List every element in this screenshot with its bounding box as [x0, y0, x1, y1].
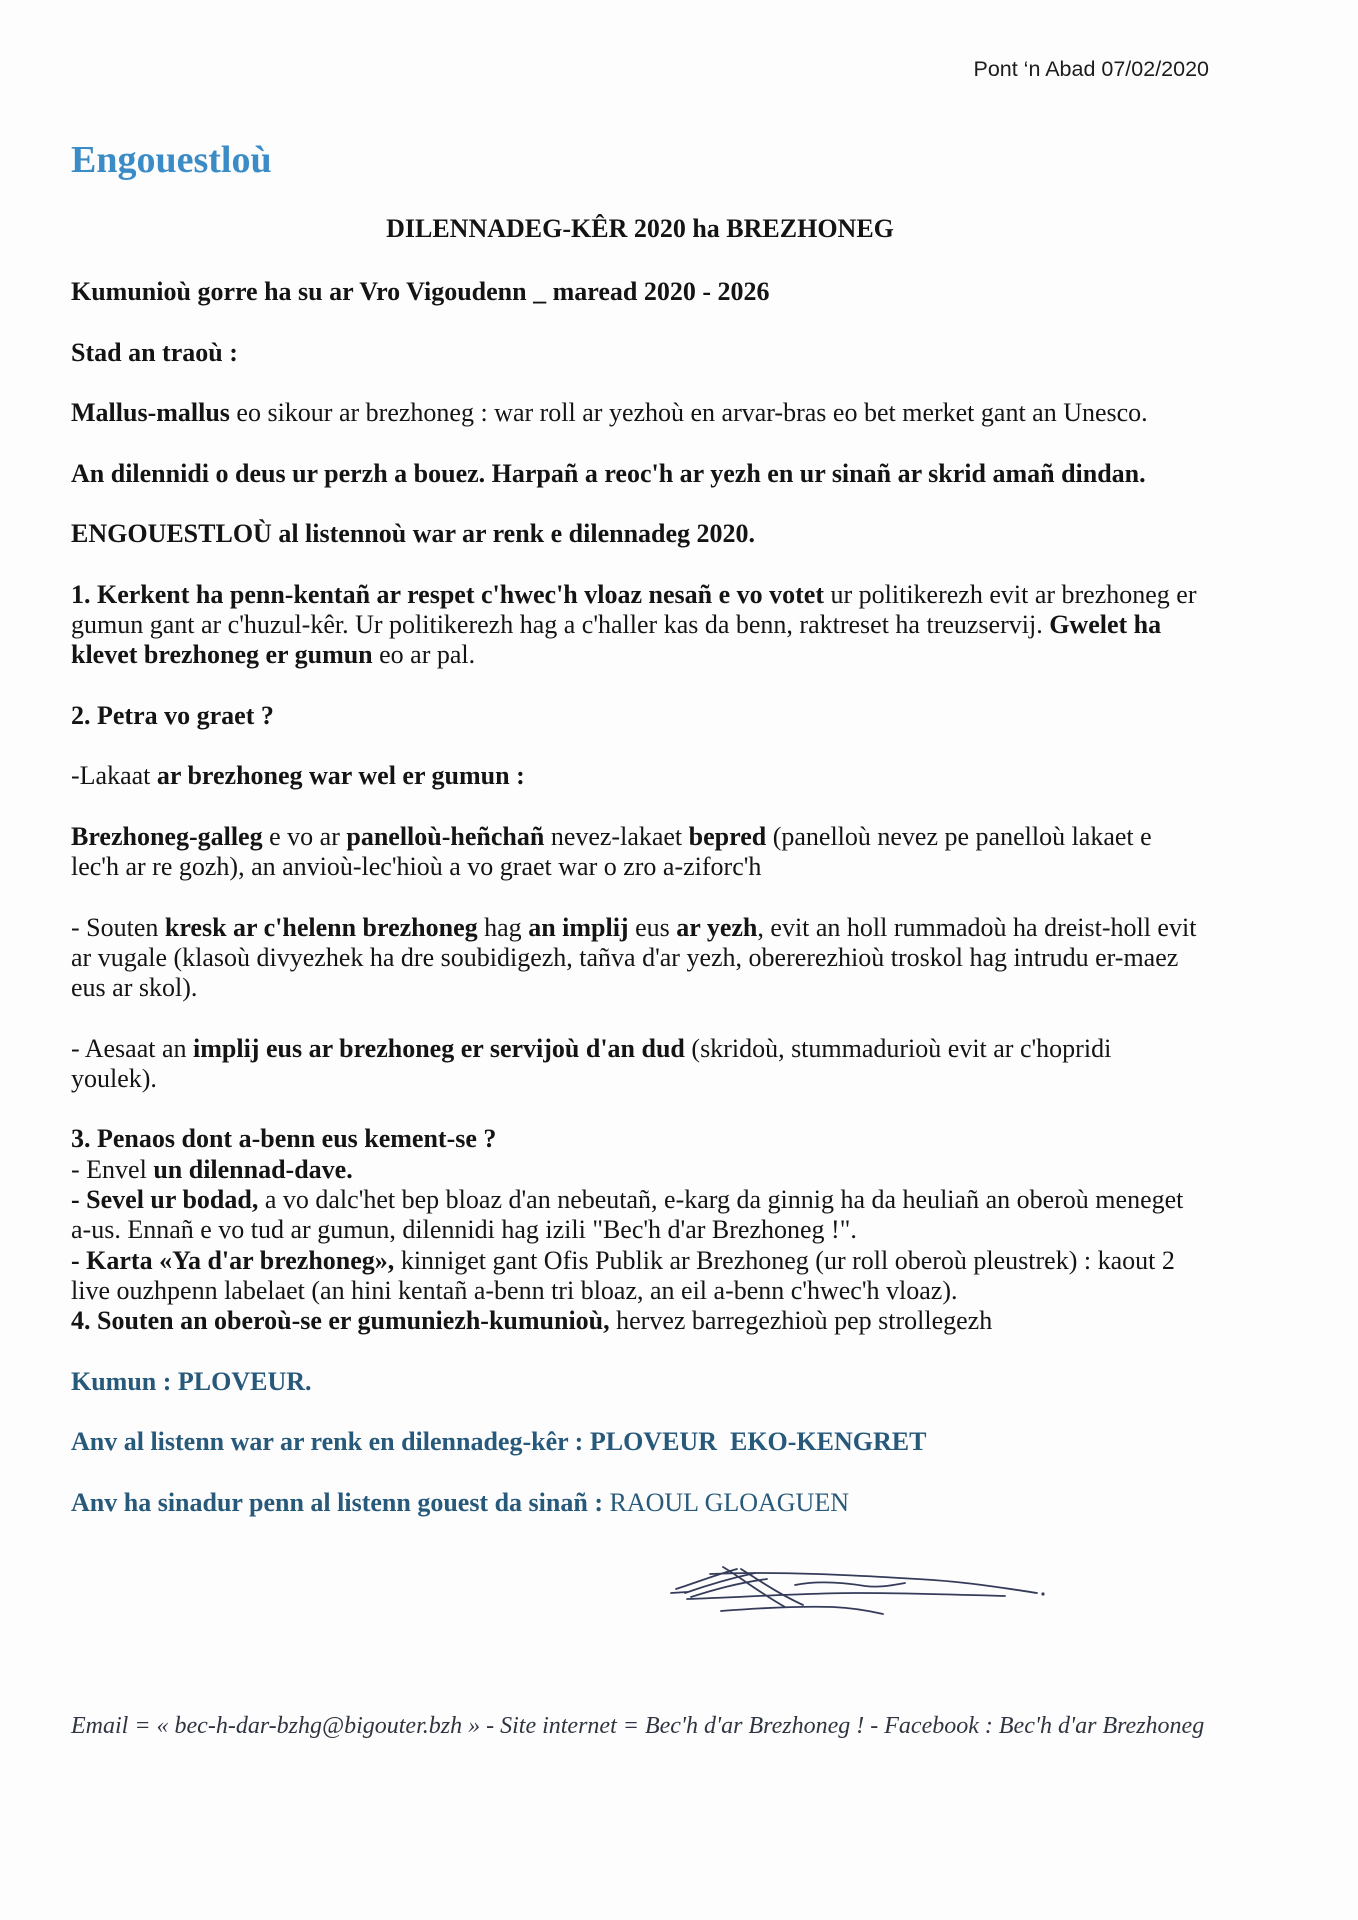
- signage-line: [71, 822, 1291, 852]
- point-1-line: [71, 640, 1291, 670]
- text-run: hag: [477, 912, 529, 942]
- commitment-statement: ENGOUESTLOÙ al listennoù war ar renk e dilennadeg 2020.: [71, 519, 756, 549]
- letter-body: [71, 277, 1291, 1518]
- text-run: e vo ar: [262, 821, 347, 851]
- point-3-line: [71, 1185, 1291, 1215]
- text-run: lec'h ar re gozh), an anvioù-lec'hioù a vo graet war o zro a-ziforc'h: [71, 852, 762, 882]
- org-heading: Engouestloù: [71, 139, 272, 181]
- text-run: a-us. Ennañ e vo tud ar gumun, dilennidi hag izili "Bec'h d'ar Brezhoneg !".: [71, 1215, 857, 1245]
- bold-phrase: klevet brezhoneg er gumun: [71, 640, 373, 670]
- point-2-heading: 2. Petra vo graet ?: [71, 700, 274, 730]
- bold-phrase: implij eus ar brezhoneg er servijoù d'an dud: [193, 1033, 685, 1063]
- bold-phrase: Mallus-mallus: [71, 398, 230, 428]
- point-3-line: [71, 1155, 1291, 1185]
- point-1-line: [71, 610, 1291, 640]
- text-run: eo ar pal.: [372, 640, 476, 670]
- site-name: Bec'h d'ar Brezhoneg !: [644, 1713, 865, 1739]
- place-date: Pont ‘n Abad 07/02/2020: [973, 57, 1209, 81]
- text-run: -Lakaat: [71, 761, 157, 791]
- bold-phrase: un dilennad-dave.: [153, 1154, 353, 1184]
- doc-subtitle: Kumunioù gorre ha su ar Vro Vigoudenn _ maread 2020 - 2026: [71, 277, 770, 306]
- services-line: [71, 1064, 1291, 1094]
- text-run: (skridoù, stummadurioù evit ar c'hopridi: [684, 1033, 1112, 1063]
- call-to-sign: An dilennidi o deus ur perzh a bouez. Harpañ a reoc'h ar yezh en ur sinañ ar skrid amañ dindan.: [71, 458, 1146, 488]
- field-value: PLOVEUR EKO-KENGRET: [589, 1427, 927, 1457]
- bold-phrase: panelloù-heñchañ: [346, 821, 545, 851]
- bold-phrase: ar yezh: [676, 912, 758, 942]
- text-run: ar vugale (klasoù divyezhek ha dre soubidigezh, tañva d'ar yezh, obererezhioù troskol hag intrudu er-maez: [71, 942, 1179, 972]
- bold-phrase: - Sevel ur bodad,: [71, 1184, 259, 1214]
- field-label: Anv ha sinadur penn al listenn gouest da sinañ :: [71, 1487, 610, 1517]
- field-label: Anv al listenn war ar renk en dilennadeg-kêr :: [71, 1427, 590, 1457]
- state-heading: Stad an traoù :: [71, 337, 238, 367]
- text-run: - Souten: [71, 912, 165, 942]
- text-run: live ouzhpenn labelaet (an hini kentañ a-benn tri bloaz, an eil a-benn c'hwec'h vloaz).: [71, 1275, 958, 1305]
- point-3-line: [71, 1246, 1291, 1276]
- facebook-name: Bec'h d'ar Brezhoneg: [998, 1713, 1205, 1739]
- field-value: PLOVEUR.: [177, 1366, 312, 1396]
- text-run: eus ar skol).: [71, 973, 198, 1003]
- commune-field: [71, 1367, 1291, 1397]
- email-label: Email = «: [71, 1713, 175, 1739]
- bold-phrase: ar brezhoneg war wel er gumun :: [156, 761, 525, 791]
- handwritten-signature: [665, 1555, 1055, 1630]
- text-run: ur politikerezh evit ar brezhoneg er: [824, 579, 1197, 609]
- footer-contact: [71, 1712, 1204, 1740]
- email-address: bec-h-dar-bzhg@bigouter.bzh: [174, 1713, 463, 1739]
- text-run: gumun gant ar c'huzul-kêr. Ur politikerezh hag a c'haller kas da benn, raktreset ha treuzservij.: [71, 609, 1043, 639]
- text-run: eo sikour ar brezhoneg : war roll ar yezhoù en arvar-bras eo bet merket gant an Unesco.: [229, 398, 1148, 428]
- bold-phrase: - Karta «Ya d'ar brezhoneg»,: [71, 1245, 395, 1275]
- text-run: - Aesaat an: [71, 1033, 194, 1063]
- list-name-field: [71, 1427, 1291, 1457]
- bold-phrase: Gwelet ha: [1042, 609, 1162, 639]
- bold-phrase: Brezhoneg-galleg: [71, 821, 263, 851]
- bold-phrase: bepred: [688, 821, 767, 851]
- bold-phrase: kresk ar c'helenn brezhoneg: [164, 912, 478, 942]
- text-run: youlek).: [71, 1063, 157, 1093]
- bold-phrase: an implij: [528, 912, 629, 942]
- bold-phrase: 1. Kerkent ha penn-kentañ ar respet c'hwec'h vloaz nesañ e vo votet: [71, 579, 824, 609]
- bold-phrase: 3. Penaos dont a-benn eus kement-se ?: [71, 1124, 497, 1154]
- teaching-line: [71, 943, 1291, 973]
- services-line: [71, 1034, 1291, 1064]
- text-run: hervez barregezhioù pep strollegezh: [609, 1306, 993, 1336]
- point-3-line: [71, 1215, 1291, 1245]
- text-run: kinniget gant Ofis Publik ar Brezhoneg (ur roll oberoù pleustrek) : kaout 2: [394, 1245, 1175, 1275]
- text-run: - Envel: [71, 1154, 154, 1184]
- bold-phrase: 4. Souten an oberoù-se er gumuniezh-kumunioù,: [71, 1306, 610, 1336]
- teaching-line: [71, 913, 1291, 943]
- point-3-heading: [71, 1124, 1291, 1154]
- state-paragraph: [71, 398, 1291, 428]
- text-run: a vo dalc'het bep bloaz d'an nebeutañ, e-karg da ginnig ha da heuliañ an oberoù meneget: [258, 1184, 1184, 1214]
- point-4-line: [71, 1306, 1291, 1336]
- teaching-line: [71, 973, 1291, 1003]
- signage-line: [71, 852, 1291, 882]
- field-label: Kumun :: [71, 1366, 178, 1396]
- visibility-lead: [71, 761, 1291, 791]
- facebook-label: - Facebook :: [864, 1713, 999, 1739]
- signatory-field: [71, 1488, 1291, 1518]
- text-run: nevez-lakaet: [544, 821, 689, 851]
- text-run: (panelloù nevez pe panelloù lakaet e: [766, 821, 1152, 851]
- text-run: , evit an holl rummadoù ha dreist-holl evit: [757, 912, 1197, 942]
- text-run: eus: [628, 912, 677, 942]
- doc-title: DILENNADEG-KÊR 2020 ha BREZHONEG: [386, 214, 894, 243]
- point-3-line: [71, 1276, 1291, 1306]
- site-label: » - Site internet =: [462, 1713, 645, 1739]
- point-1-line: [71, 580, 1291, 610]
- field-value: RAOUL GLOAGUEN: [609, 1487, 849, 1517]
